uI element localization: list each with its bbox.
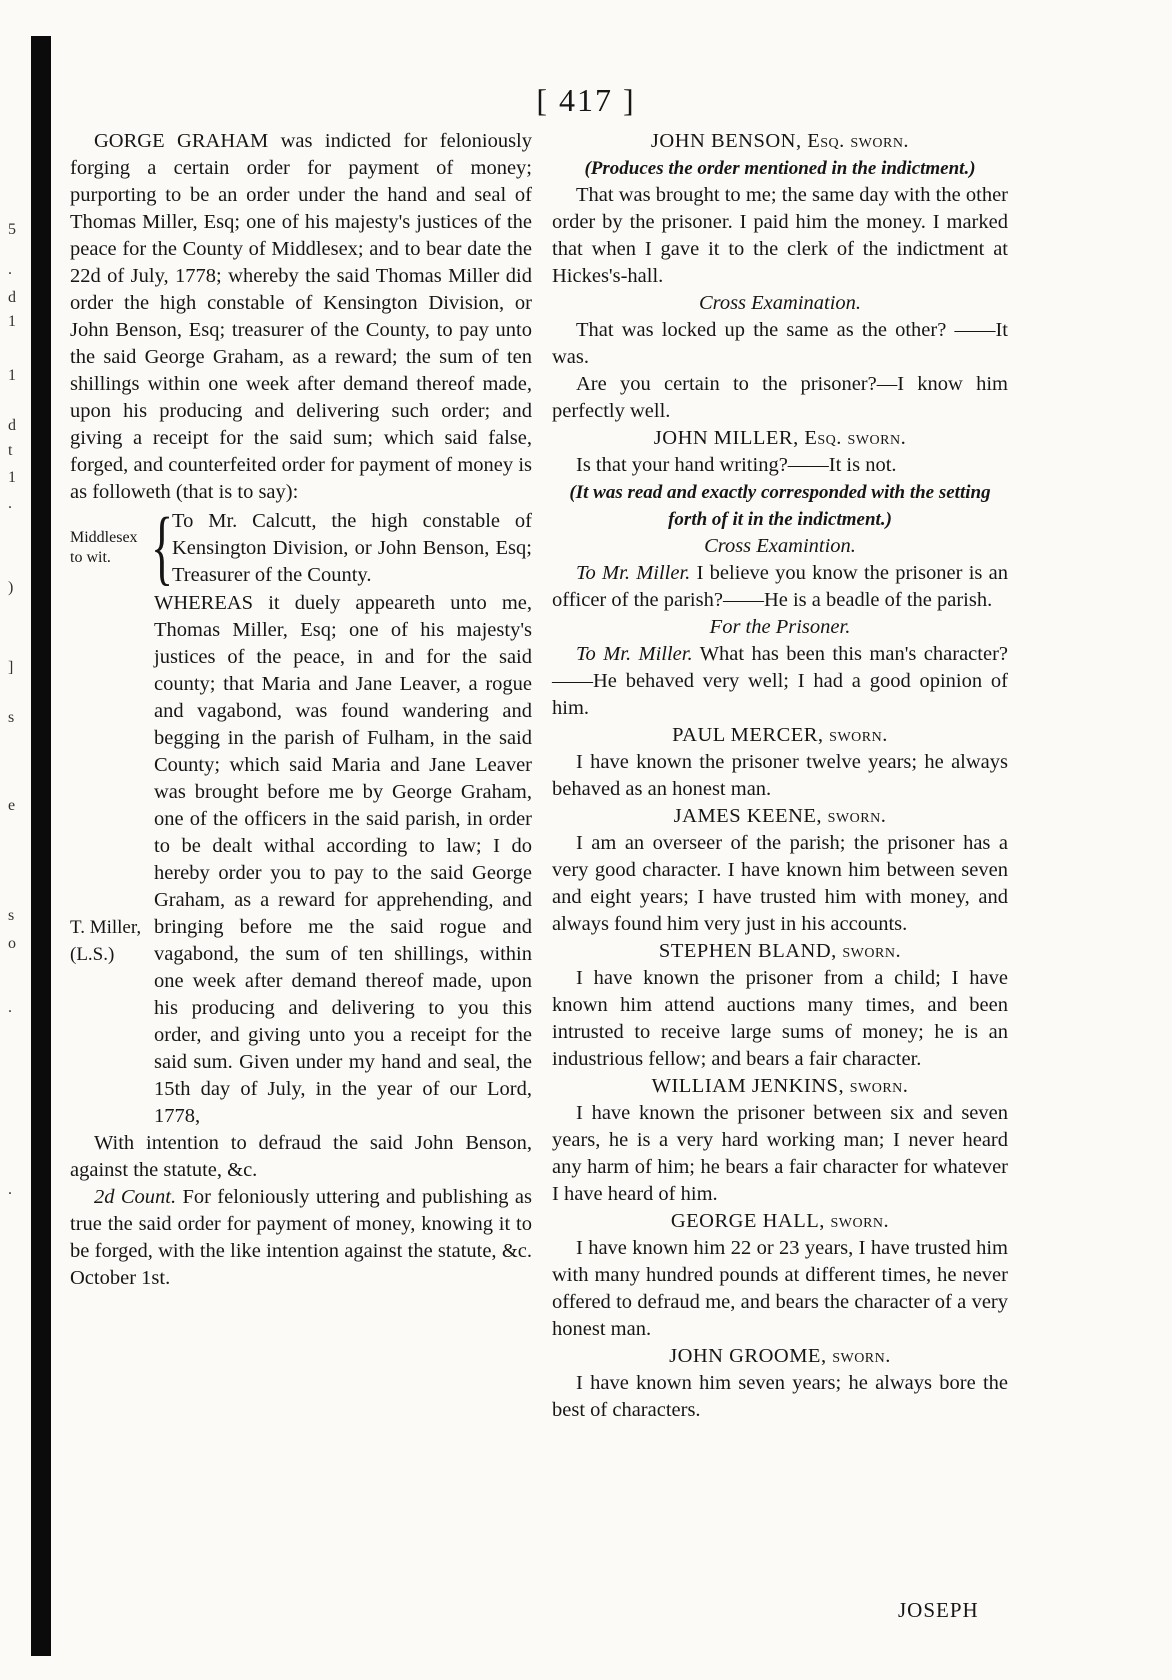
margin-mark: s <box>8 907 15 924</box>
right-column <box>552 128 1008 1424</box>
testimony: I have known him seven years; he always bore the best of characters. <box>552 1372 1008 1421</box>
section-heading: Cross Examintion. <box>704 535 856 557</box>
witness-heading: WILLIAM JENKINS, sworn. <box>651 1075 909 1097</box>
testimony: Are you certain to the prisoner?—I know him perfectly well. <box>552 373 1008 422</box>
margin-mark: . <box>8 261 12 278</box>
margin-mark: e <box>8 797 16 814</box>
margin-mark: t <box>8 442 13 459</box>
margin-mark: s <box>8 709 15 726</box>
seal-label: T. Miller, (L.S.) <box>70 917 142 965</box>
order-text: WHEREAS it duely appeareth unto me, Thomas Miller, Esq; one of his majesty's justices of the peace, in and for the said county; that Maria and Jane Leaver, a rogue and vagabond, was found wandering and begging in the parish of Fulham, in the said County; which said Maria and Jane Leaver was brought before me by George Graham, one of the officers in the said parish, in order to be dealt withal according to law; I do hereby order you to pay to the said George Graham, as a reward for apprehending, and bringing before me the said rogue and vagabond, the sum of ten shillings, within one week after demand thereof made, upon his producing and delivering to you this order, and giving unto you a receipt for the said sum. Given under my hand and seal, the 15th day of July, in the year of our Lord, 1778, <box>154 592 532 1127</box>
testimony <box>552 641 1008 722</box>
speaker-label: To Mr. Miller. <box>576 562 691 584</box>
testimony-text: What has been this man's character?——He behaved very well; I had a good opinion of him. <box>552 643 1008 719</box>
indictment-paragraph: GORGE GRAHAM was indicted for feloniously forging a certain order for payment of money; purporting to be an order under the hand and seal of Thomas Miller, Esq; one of his majesty's justices of the peace for the County of Middlesex; and to bear date the 22d of July, 1778; whereby the said Thomas Miller did order the high constable of Kensington Division, or John Benson, Esq; treasurer of the County, to pay unto the said George Graham, as a reward; the sum of ten shillings within one week after demand thereof made, upon his producing and delivering such order; and giving a receipt for the said sum; which said false, forged, and counterfeited order for payment of money is as followeth (that is to say): <box>70 130 532 503</box>
margin-mark: 1 <box>8 367 16 384</box>
witness-heading: GEORGE HALL, sworn. <box>670 1210 890 1232</box>
left-column <box>70 128 532 1292</box>
order-address: To Mr. Calcutt, the high constable of Kensington Division, or John Benson, Esq; Treasurer of the County. <box>172 509 532 586</box>
witness-heading: JOHN GROOME, sworn. <box>669 1345 891 1367</box>
witness-heading: STEPHEN BLAND, sworn. <box>658 940 902 962</box>
witness-heading: PAUL MERCER, sworn. <box>672 724 888 746</box>
testimony: That was locked up the same as the other? ——It was. <box>552 319 1008 368</box>
testimony: I am an overseer of the parish; the prisoner has a very good character. I have known him between seven and eight years; I have trusted him with money, and always found him very just in his accounts. <box>552 832 1008 935</box>
court-note: (It was read and exactly corresponded with the setting forth of it in the indictment.) <box>569 482 991 530</box>
witness-heading: JOHN MILLER, Esq. sworn. <box>653 427 907 449</box>
testimony: Is that your hand writing?——It is not. <box>576 454 897 476</box>
intent-paragraph: With intention to defraud the said John Benson, against the statute, &c. <box>70 1132 532 1181</box>
margin-mark: 1 <box>8 469 16 486</box>
book-binding-edge <box>31 36 51 1656</box>
margin-mark: d <box>8 289 16 306</box>
testimony-text: I believe you know the prisoner is an officer of the parish?——He is a beadle of the parish. <box>552 562 1008 611</box>
margin-mark: ] <box>8 659 14 676</box>
testimony: I have known the prisoner from a child; I have known him attend auctions many times, and been intrusted to receive large sums of money; he is an industrious fellow; and bears a fair character. <box>552 967 1008 1070</box>
margin-mark: 1 <box>8 313 16 330</box>
testimony: That was brought to me; the same day with the other order by the prisoner. I paid him the money. I marked that when I gave it to the clerk of the indictment at Hickes's-hall. <box>552 184 1008 287</box>
section-heading: Cross Examination. <box>698 292 862 314</box>
margin-mark: d <box>8 417 16 434</box>
count-text: For feloniously uttering and publishing as true the said order for payment of money, knowing it to be forged, with the like intention against the statute, &c. October 1st. <box>70 1186 532 1289</box>
margin-mark: . <box>8 495 12 512</box>
margin-mark: . <box>8 999 12 1016</box>
order-body-block <box>70 590 532 1130</box>
catchword: JOSEPH <box>898 1598 979 1622</box>
margin-mark: o <box>8 935 16 952</box>
margin-mark: . <box>8 1181 12 1198</box>
count-label: 2d Count. <box>94 1186 177 1208</box>
witness-heading: JAMES KEENE, sworn. <box>673 805 887 827</box>
section-heading: For the Prisoner. <box>709 616 851 638</box>
witness-heading: JOHN BENSON, Esq. sworn. <box>650 130 910 152</box>
speaker-label: To Mr. Miller. <box>576 643 693 665</box>
county-label: Middlesex to wit. <box>70 529 138 566</box>
testimony: I have known the prisoner twelve years; he always behaved as an honest man. <box>552 751 1008 800</box>
order-address-block <box>70 501 532 594</box>
page-number: [ 417 ] <box>536 82 636 118</box>
curly-brace-icon: { <box>150 501 174 594</box>
testimony: I have known him 22 or 23 years, I have trusted him with many hundred pounds at different times, he never offered to defraud me, and bears the character of a very honest man. <box>552 1237 1008 1340</box>
second-count-paragraph <box>70 1184 532 1292</box>
margin-mark: ) <box>8 579 14 596</box>
testimony <box>552 560 1008 614</box>
testimony: I have known the prisoner between six and seven years, he is a very hard working man; I never heard any harm of him; he bears a fair character for whatever I have heard of him. <box>552 1102 1008 1205</box>
margin-mark: 5 <box>8 221 16 238</box>
court-note: (Produces the order mentioned in the indictment.) <box>584 158 976 179</box>
